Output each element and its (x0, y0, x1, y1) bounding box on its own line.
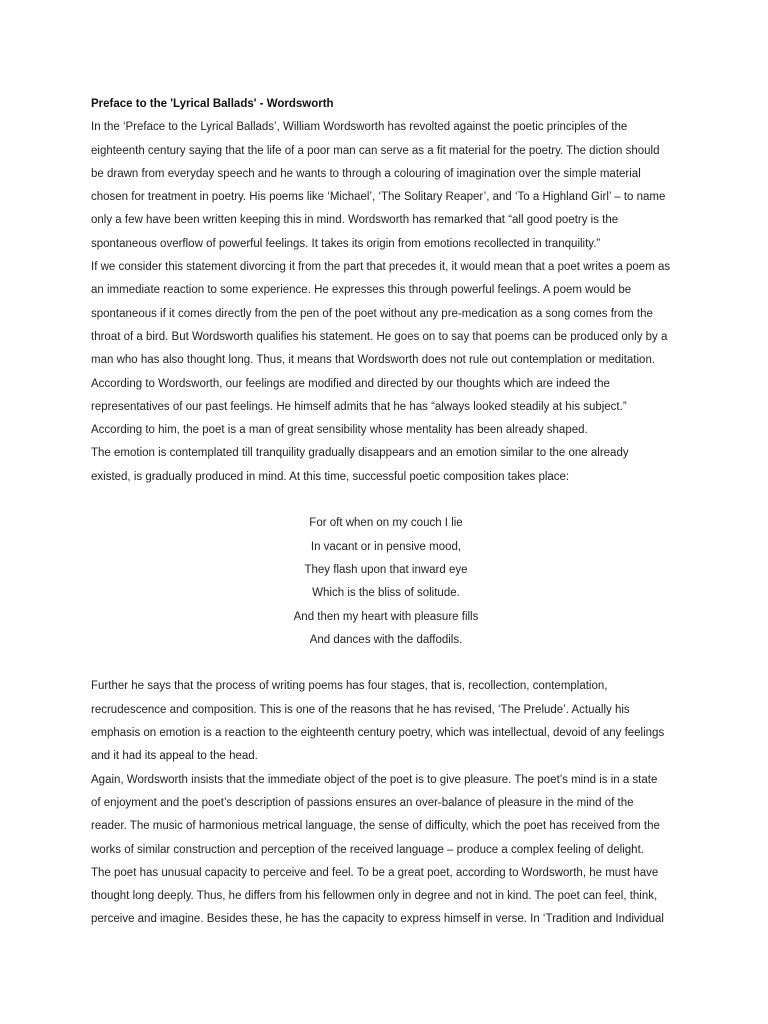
poem-line: And dances with the daffodils. (309, 633, 463, 646)
text-line: According to him, the poet is a man of great sensibility whose mentality has been already shaped. (91, 424, 588, 437)
text-line: Again, Wordsworth insists that the immediate object of the poet is to give pleasure. The poet’s mind is in a state (91, 773, 658, 786)
poem-line: In vacant or in pensive mood, (310, 540, 462, 553)
text-line: spontaneous if it comes directly from the pen of the poet without any pre-medication as a song comes from the (91, 307, 653, 320)
paragraph-6 (91, 862, 681, 932)
text-line: perceive and imagine. Besides these, he has the capacity to express himself in verse. In ‘Tradition and Individual (91, 913, 664, 926)
text-line: In the ‘Preface to the Lyrical Ballads’, William Wordsworth has revolted against the poetic principles of the (91, 121, 628, 134)
paragraph-5 (91, 769, 681, 862)
text-line: be drawn from everyday speech and he wants to through a colouring of imagination over the simple material (91, 167, 641, 180)
paragraph-1 (91, 116, 681, 256)
text-line: chosen for treatment in poetry. His poems like ‘Michael’, ‘The Solitary Reaper’, and ‘To a Highland Girl’ – to name (91, 191, 666, 204)
poem-line: And then my heart with pleasure fills (293, 610, 479, 623)
text-line: recrudescence and composition. This is one of the reasons that he has revised, ‘The Prelude’. Actually his (91, 703, 630, 716)
paragraph-4 (91, 675, 681, 768)
text-line: If we consider this statement divorcing it from the part that precedes it, it would mean that a poet writes a poem as (91, 261, 671, 274)
poem-quote (91, 512, 681, 652)
text-line: an immediate reaction to some experience. He expresses this through powerful feelings. A poem would be (91, 284, 632, 297)
poem-line: Which is the bliss of solitude. (312, 587, 460, 600)
poem-line: For oft when on my couch I lie (309, 517, 463, 530)
paragraph-2 (91, 256, 681, 442)
text-line: eighteenth century saying that the life of a poor man can serve as a fit material for the poetry. The diction should (91, 144, 660, 157)
text-line: thought long deeply. Thus, he differs from his fellowmen only in degree and not in kind. The poet can feel, think, (91, 890, 658, 903)
text-line: of enjoyment and the poet’s description of passions ensures an over-balance of pleasure in the mind of the (91, 796, 634, 809)
text-line: works of similar construction and perception of the received language – produce a complex feeling of delight. (91, 843, 644, 856)
text-line: representatives of our past feelings. He himself admits that he has “always looked steadily at his subject.” (91, 400, 627, 413)
text-line: man who has also thought long. Thus, it means that Wordsworth does not rule out contemplation or meditation. (91, 354, 656, 367)
text-line: only a few have been written keeping this in mind. Wordsworth has remarked that “all good poetry is the (91, 214, 619, 227)
text-line: spontaneous overflow of powerful feelings. It takes its origin from emotions recollected in tranquility.” (91, 237, 601, 250)
document-title: Preface to the 'Lyrical Ballads' - Wordsworth (91, 98, 334, 110)
text-line: The emotion is contemplated till tranquility gradually disappears and an emotion similar to the one already (91, 447, 629, 460)
text-line: The poet has unusual capacity to perceive and feel. To be a great poet, according to Wordsworth, he must have (91, 866, 659, 879)
document-page (91, 93, 681, 932)
text-line: and it had its appeal to the head. (91, 750, 258, 763)
text-line: throat of a bird. But Wordsworth qualifies his statement. He goes on to say that poems can be produced only by a (91, 330, 668, 343)
text-line: reader. The music of harmonious metrical language, the sense of difficulty, which the poet has received from the (91, 820, 660, 833)
text-line: Further he says that the process of writing poems has four stages, that is, recollection, contemplation, (91, 680, 608, 693)
poem-line: They flash upon that inward eye (304, 563, 468, 576)
paragraph-3 (91, 442, 681, 489)
text-line: emphasis on emotion is a reaction to the eighteenth century poetry, which was intellectual, devoid of any feelings (91, 727, 665, 740)
text-line: According to Wordsworth, our feelings are modified and directed by our thoughts which are indeed the (91, 377, 610, 390)
text-line: existed, is gradually produced in mind. At this time, successful poetic composition takes place: (91, 470, 570, 483)
